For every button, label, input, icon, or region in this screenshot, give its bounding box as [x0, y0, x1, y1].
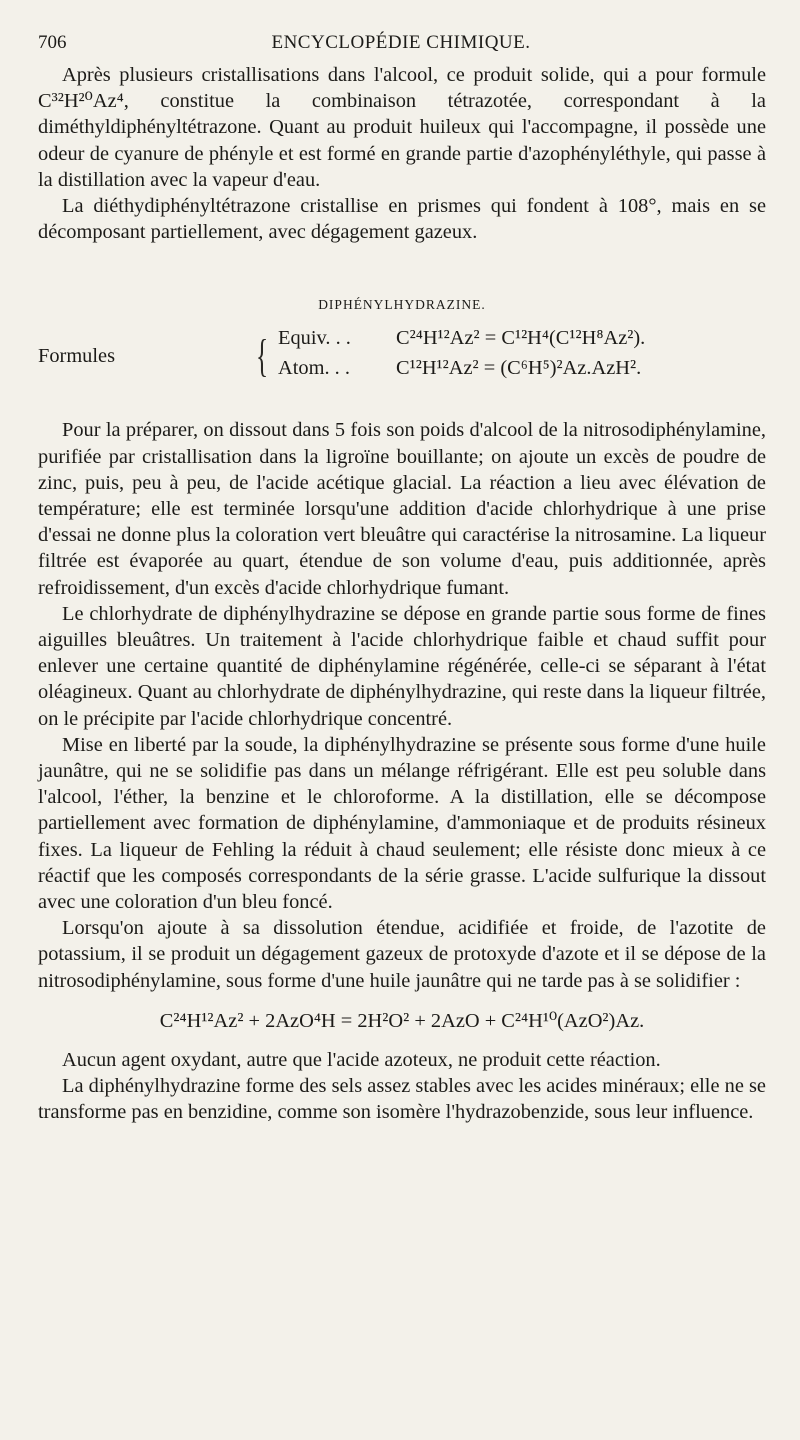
paragraph: Pour la préparer, on dissout dans 5 fois son poids d'alcool de la nitrosodiphénylamine, purifiée par cristallisation dans la ligroïne bouillante; on ajoute un excès de poudre de zinc, puis, peu à peu, de l'acide acétique glacial. La réaction a lieu avec élévation de température; elle est terminée lorsqu'une addition d'acide chlorhydrique à une prise d'essai ne donne plus la coloration vert bleuâtre qui caractérise la nitrosamine. La liqueur filtrée est évaporée au quart, étendue de son volume d'eau, puis additionnée, après refroidissement, d'un excès d'acide chlorhydrique fumant. [38, 419, 766, 599]
atom-formula: C¹²H¹²Az² = (C⁶H⁵)²Az.AzH². [396, 357, 642, 380]
paragraph: Aucun agent oxydant, autre que l'acide azoteux, ne produit cette réaction. [62, 1048, 661, 1071]
reaction-equation: C²⁴H¹²Az² + 2AzO⁴H = 2H²O² + 2AzO + C²⁴H¹⁰(AzO²)Az. [159, 1009, 645, 1032]
page-body [38, 62, 766, 1126]
running-title: ENCYCLOPÉDIE CHIMIQUE. [271, 32, 531, 53]
brace-icon: { [256, 330, 269, 382]
equiv-formula: C²⁴H¹²Az² = C¹²H⁴(C¹²H⁸Az²). [396, 327, 646, 350]
paragraph: La diphénylhydrazine forme des sels assez stables avec les acides minéraux; elle ne se transforme pas en benzidine, comme son isomère l'hydrazobenzide, sous leur influence. [38, 1075, 766, 1124]
paragraph: Après plusieurs cristallisations dans l'alcool, ce produit solide, qui a pour formule C³²H²⁰Az⁴, constitue la combinaison tétrazotée, correspondant à la diméthyldiphényltétrazone. Quant au produit huileux qui l'accompagne, il possède une odeur de cyanure de phényle et est formé en grande partie d'azophényléthyle, qui passe à la distillation avec la vapeur d'eau. [38, 64, 766, 191]
equiv-label: Equiv. . . [278, 327, 351, 350]
formula-block [38, 327, 766, 391]
paragraph: Le chlorhydrate de diphénylhydrazine se dépose en grande partie sous forme de fines aiguilles bleuâtres. Un traitement à l'acide chlorhydrique faible et chaud suffit pour enlever une certaine quantité de diphénylamine régénérée, celle-ci se séparant à l'état oléagineux. Quant au chlorhydrate de diphénylhydrazine, qui reste dans la liqueur filtrée, on le précipite par l'acide chlorhydrique concentré. [38, 602, 766, 730]
paragraph: La diéthydiphényltétrazone cristallise en prismes qui fondent à 108°, mais en se décomposant partiellement, avec dégagement gazeux. [38, 195, 766, 244]
paragraph: Mise en liberté par la soude, la diphénylhydrazine se présente sous forme d'une huile jaunâtre, qui ne se solidifie pas dans un mélange réfrigérant. Elle est peu soluble dans l'alcool, l'éther, la benzine et le chloroforme. A la distillation, elle se décompose partiellement avec formation de diphénylamine, d'ammoniaque et de produits résineux fixes. La liqueur de Fehling la réduit à chaud seulement; elle résiste donc mieux à ce réactif que les composés correspondants de la série grasse. L'acide sulfurique la dissout avec une coloration d'un bleu foncé. [38, 733, 766, 914]
paragraph: Lorsqu'on ajoute à sa dissolution étendue, acidifiée et froide, de l'azotite de potassium, il se produit un dégagement gazeux de protoxyde d'azote et il se dépose de la nitrosodiphénylamine, sous forme d'une huile jaunâtre qui ne tarde pas à se solidifier : [38, 917, 766, 992]
page-number: 706 [38, 32, 67, 53]
section-title: DIPHÉNYLHYDRAZINE. [318, 297, 486, 313]
formula-row-equiv [278, 327, 645, 350]
formula-label: Formules [38, 345, 116, 368]
atom-label: Atom. . . [278, 357, 350, 380]
formula-row-atom [278, 357, 641, 380]
page-header [38, 32, 764, 58]
